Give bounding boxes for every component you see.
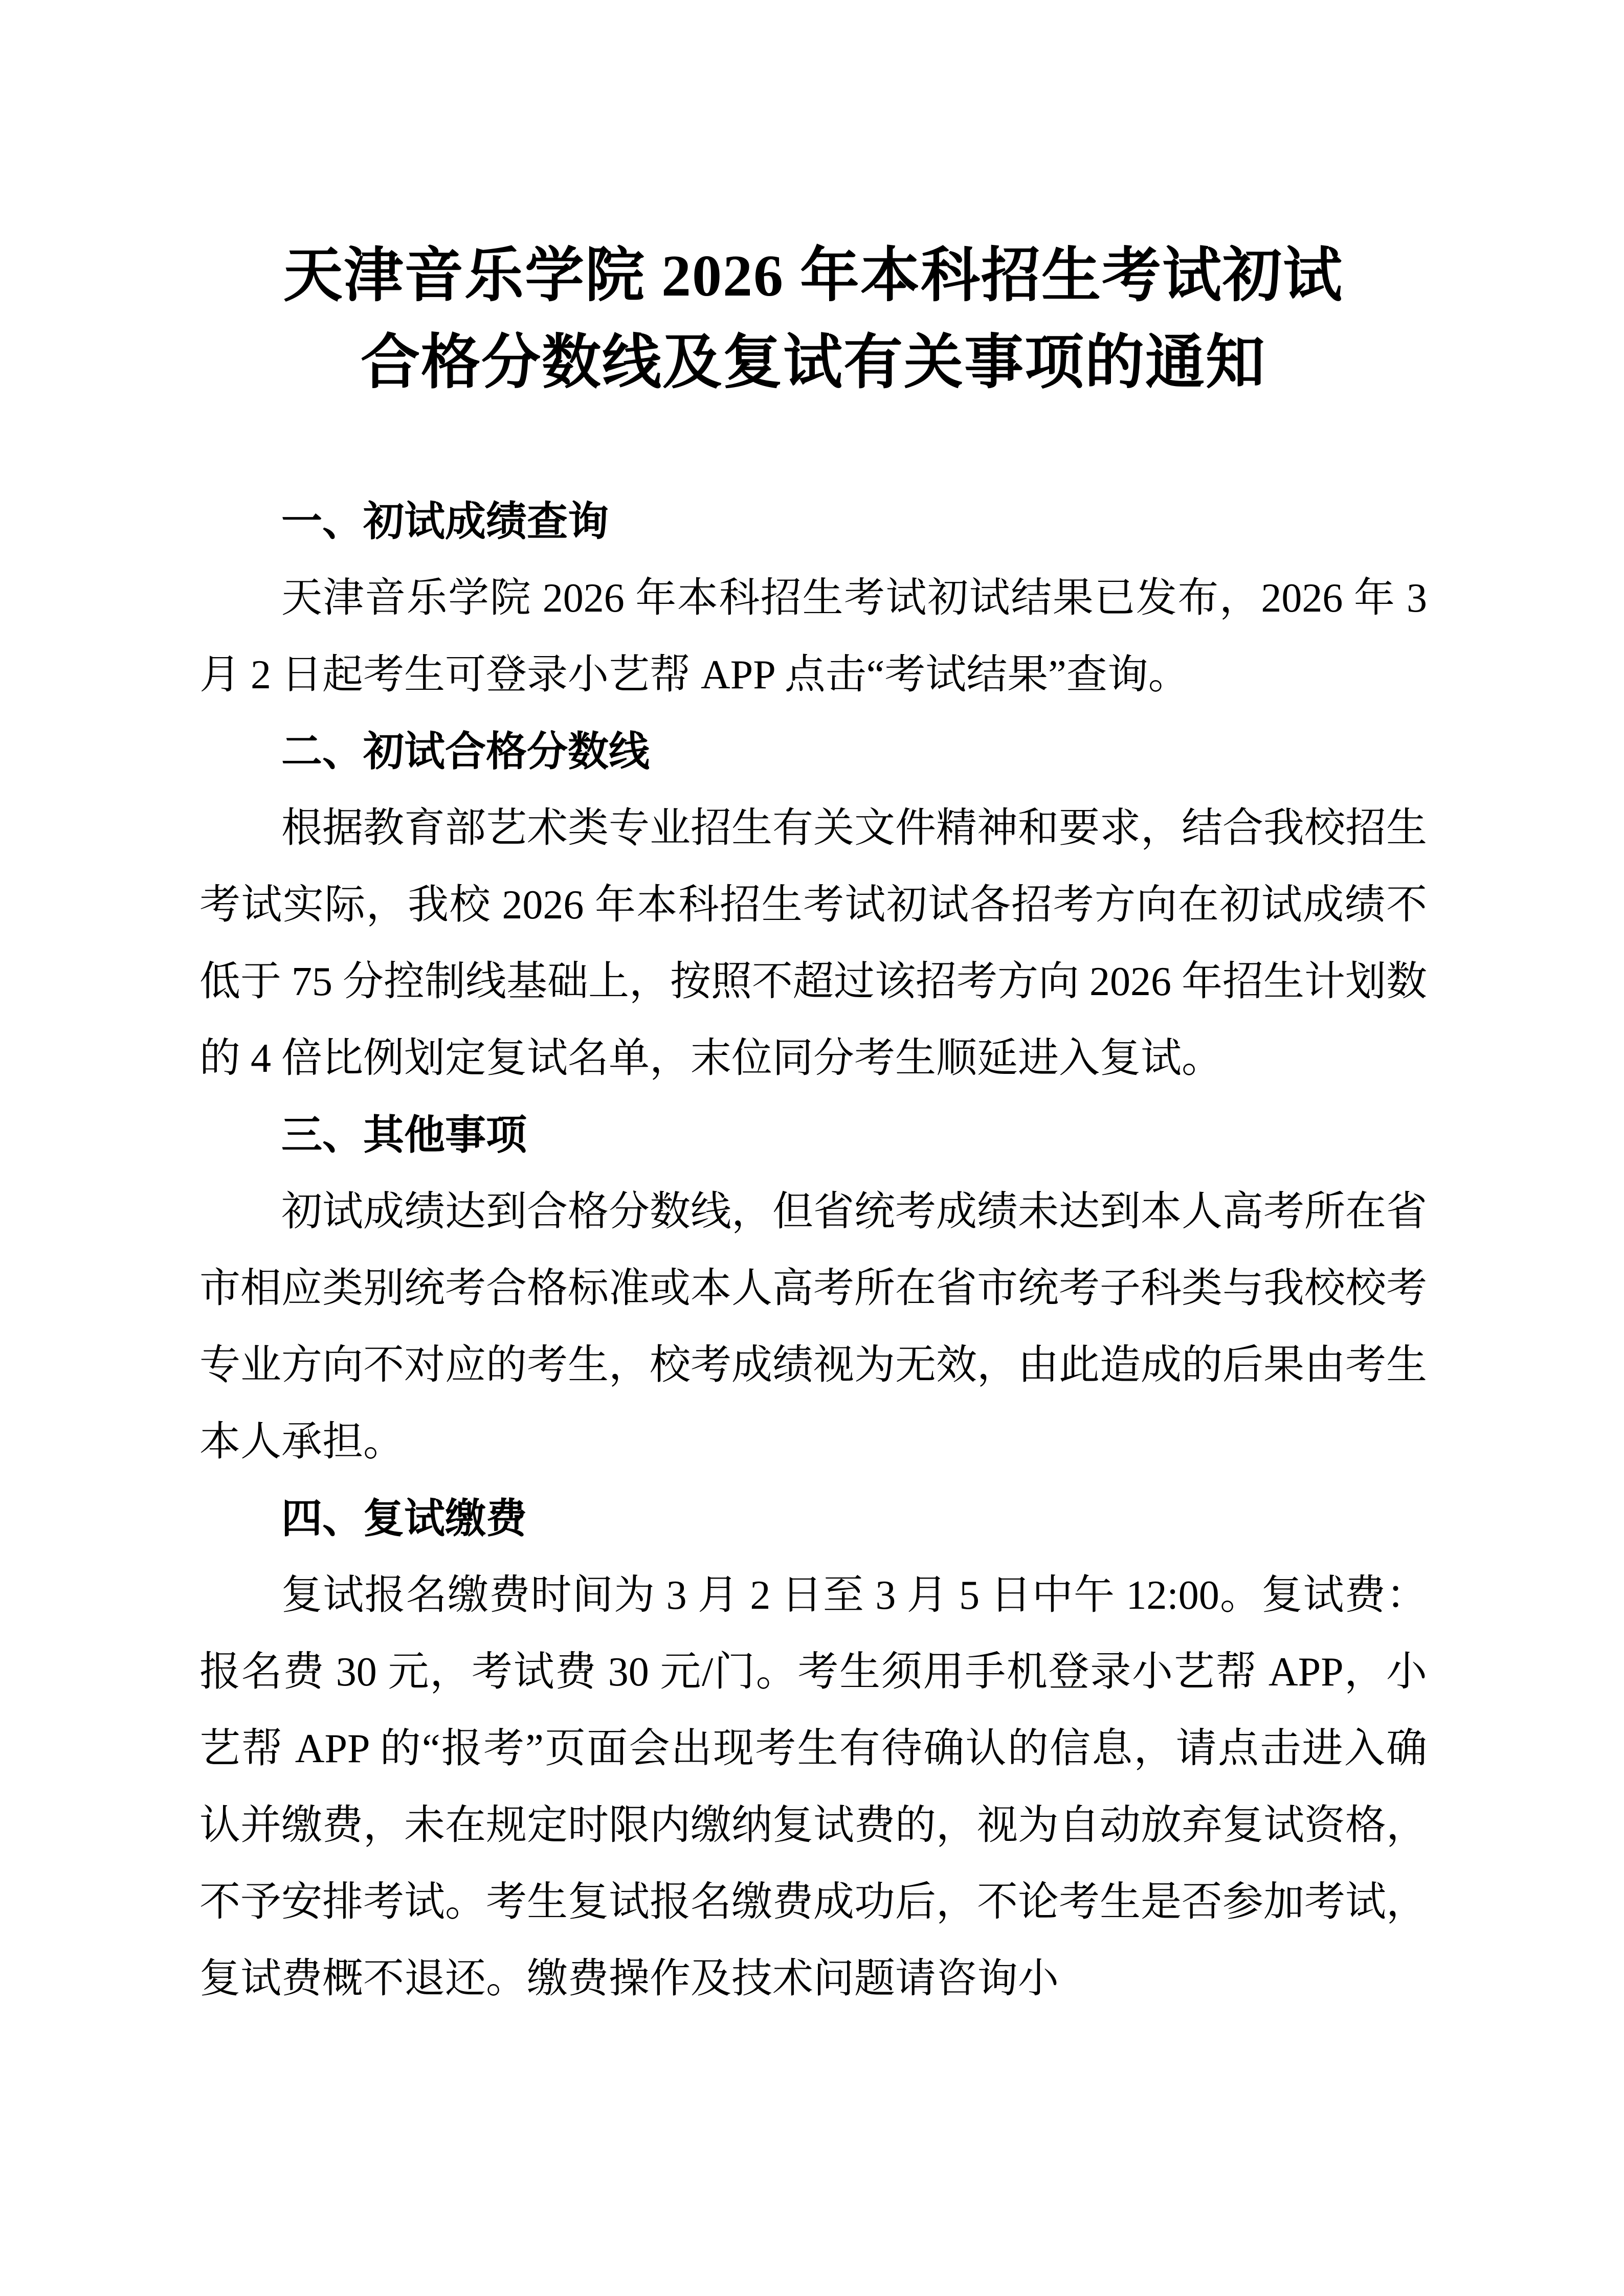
page-title-line-1: 天津音乐学院 2026 年本科招生考试初试	[283, 243, 1343, 309]
paragraph-score-query: 天津音乐学院 2026 年本科招生考试初试结果已发布，2026 年 3 月 2 日起考生可登录小艺帮 APP 点击“考试结果”查询。	[199, 576, 1427, 697]
section-heading-pass-line: 二、初试合格分数线	[281, 729, 650, 774]
page-title-line-2: 合格分数线及复试有关事项的通知	[361, 330, 1266, 396]
paragraph-other-matters: 初试成绩达到合格分数线，但省统考成绩未达到本人高考所在省市相应类别统考合格标准或本人高考所在省市统考子科类与我校校考专业方向不对应的考生，校考成绩视为无效，由此造成的后果由考生本人承担。	[199, 1189, 1427, 1465]
section-pass-line	[199, 713, 1427, 1097]
paragraph-pass-line: 根据教育部艺术类专业招生有关文件精神和要求，结合我校招生考试实际，我校 2026 年本科招生考试初试各招考方向在初试成绩不低于 75 分控制线基础上，按照不超过该招考方向 2026 年招生计划数的 4 倍比例划定复试名单，末位同分考生顺延进入复试。	[199, 806, 1427, 1081]
section-heading-retest-payment: 四、复试缴费	[281, 1496, 527, 1541]
section-heading-other-matters: 三、其他事项	[281, 1112, 527, 1158]
paragraph-retest-payment: 复试报名缴费时间为 3 月 2 日至 3 月 5 日中午 12:00。复试费：报名费 30 元，考试费 30 元/门。考生须用手机登录小艺帮 APP，小艺帮 APP 的“报考”页面会出现考生有待确认的信息，请点击进入确认并缴费，未在规定时限内缴纳复试费的，视为自动放弃复试资格，不予安排考试。考生复试报名缴费成功后，不论考生是否参加考试，复试费概不退还。缴费操作及技术问题请咨询小	[199, 1573, 1427, 2001]
section-score-query	[199, 483, 1427, 713]
section-other-matters	[199, 1097, 1427, 1480]
page-title	[199, 233, 1427, 407]
section-retest-payment	[199, 1480, 1427, 2017]
section-heading-score-query: 一、初试成绩查询	[281, 499, 609, 544]
